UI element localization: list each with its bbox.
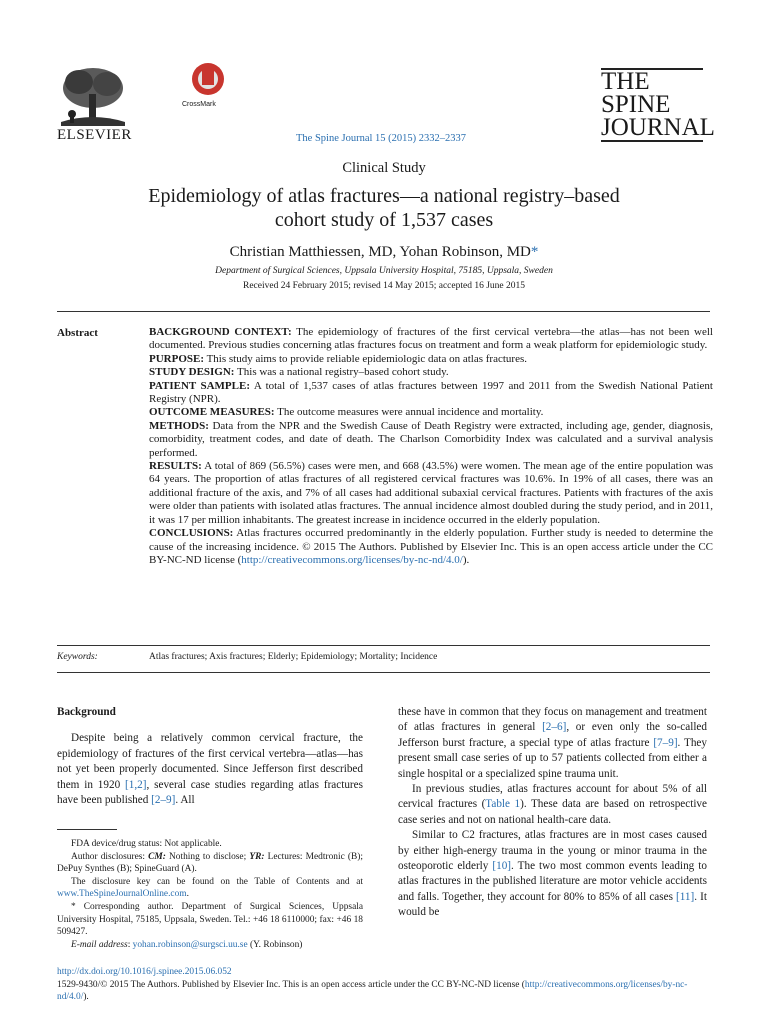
footnote — [57, 851, 363, 876]
abstract-text: A total of 869 (56.5%) cases were men, and 668 (43.5%) were women. The mean age of the entire population was 64 years. The proportion of atlas fractures of all registered cervical fractures was 10.6%. In 19% of all cases, there was an additional fracture of the axis, and 7% of all cases had additional subaxial cervical fractures. Patients with fractures of the axis were older than patients with isolated atlas fractures. The annual incidence almost doubled during the study period, and in 2011, it was 17 per million inhabitants. The greatest increase in incidence occurred in the elderly population. — [149, 460, 713, 526]
body-text: ). These data are based on retrospective case series and not on national health-care data. — [398, 798, 707, 826]
abstract-label: Abstract — [57, 327, 98, 339]
abstract-paragraph — [149, 406, 713, 419]
journal-logo — [601, 70, 715, 139]
abstract-section-label: PATIENT SAMPLE: — [149, 379, 250, 392]
keywords-label: Keywords: — [57, 652, 98, 662]
body-text: . The two most common events leading to atlas fractures in the published literature are motor vehicle accidents and falls. Together, they account for 80% to 85% of all cases — [398, 860, 707, 903]
abstract-section-label: PURPOSE: — [149, 352, 204, 365]
table-link[interactable]: Table 1 — [485, 798, 521, 811]
footnote — [57, 939, 363, 952]
reference-link[interactable]: [2–6] — [542, 721, 567, 734]
reference-link[interactable]: [10] — [492, 860, 512, 873]
divider — [57, 672, 710, 673]
footnote-text: The disclosure key can be found on the Table of Contents and at — [71, 876, 363, 887]
footnote-text: . — [186, 889, 189, 900]
body-text: . They present small case series of up to 57 patients collected from either a single hospital or a specialized spine trauma unit. — [398, 736, 707, 780]
reference-link[interactable]: [2–9] — [151, 794, 176, 807]
received-dates: Received 24 February 2015; revised 14 May 2015; accepted 16 June 2015 — [242, 281, 526, 291]
footnote-text: : — [127, 939, 133, 950]
corresponding-author-mark[interactable]: * — [530, 244, 539, 260]
body-text: these have in common that they focus on management and treatment of atlas fractures in general — [398, 706, 707, 734]
abstract-paragraph — [149, 326, 713, 353]
footnote-text: Lectures: Medtronic (B); DePuy Synthes (B); SpineGuard (A). — [57, 851, 363, 875]
license-link[interactable]: http://creativecommons.org/licenses/by-nc-nd/4.0/ — [241, 553, 463, 566]
publisher-name: ELSEVIER — [57, 127, 132, 143]
abstract-text: The outcome measures were annual incidence and mortality. — [277, 406, 544, 419]
abstract-paragraph — [149, 380, 713, 407]
section-type: Clinical Study — [342, 160, 426, 176]
footnote-label: YR: — [249, 851, 265, 862]
abstract-paragraph — [149, 527, 713, 567]
affiliation: Department of Surgical Sciences, Uppsala University Hospital, 75185, Uppsala, Sweden — [215, 266, 553, 276]
email-link[interactable]: yohan.robinson@surgsci.uu.se — [132, 939, 248, 950]
body-paragraph — [398, 828, 707, 920]
body-right-column — [398, 705, 707, 921]
footnotes — [57, 838, 363, 951]
abstract-paragraph — [149, 420, 713, 460]
abstract-text: The epidemiology of fractures of the first cervical vertebra—the atlas—has not been well documented. Previous studies concerning atlas fractures focus on treatment and form a weak platform for epidemiologic study. — [149, 326, 713, 352]
abstract-paragraph — [149, 460, 713, 527]
footnote-divider — [57, 829, 117, 830]
reference-link[interactable]: [7–9] — [653, 736, 678, 749]
keywords-list: Atlas fractures; Axis fractures; Elderly; Epidemiology; Mortality; Incidence — [149, 652, 438, 662]
footnote-label: E-mail address — [71, 939, 128, 950]
doi-link[interactable]: http://dx.doi.org/10.1016/j.spinee.2015.06.052 — [57, 967, 232, 977]
reference-link[interactable]: [1,2] — [125, 778, 147, 791]
abstract-section-label: OUTCOME MEASURES: — [149, 406, 275, 419]
abstract-text: Data from the NPR and the Swedish Cause of Death Registry were extracted, including age, gender, diagnosis, comorbidity, treatment codes, and date of death. The Charlson Comorbidity Index was calculated and a survival analysis performed. — [149, 419, 713, 459]
title-line: cohort study of 1,537 cases — [274, 209, 494, 231]
section-heading: Background — [57, 706, 116, 718]
abstract-text: A total of 1,537 cases of atlas fractures between 1997 and 2011 from the Swedish National Patient Registry (NPR). — [149, 379, 713, 406]
journal-logo-line: THE — [601, 68, 650, 95]
body-text: , several case studies regarding atlas fractures have been published — [57, 778, 363, 807]
abstract-section-label: STUDY DESIGN: — [149, 366, 235, 379]
abstract-paragraph — [149, 353, 713, 366]
elsevier-tree-logo — [57, 62, 129, 132]
abstract-section-label: BACKGROUND CONTEXT: — [149, 326, 292, 338]
body-paragraph — [57, 731, 363, 808]
abstract-text: ). — [462, 553, 470, 566]
abstract-text: Atlas fractures occurred predominantly in the elderly population. Further study is needed to determine the cause of the increasing incidence. © 2015 The Authors. Published by Elsevier Inc. This is an open access article under the CC BY-NC-ND license ( — [149, 527, 713, 566]
authors — [0, 244, 768, 261]
body-text: Similar to C2 fractures, atlas fractures are in most cases caused by either high-energy trauma in the young or minor trauma in the osteoporotic elderly — [398, 829, 707, 873]
copyright-text: 1529-9430/© 2015 The Authors. Published by Elsevier Inc. This is an open access article under the CC BY-NC-ND license ( — [57, 979, 525, 990]
title-line: Epidemiology of atlas fractures—a national registry–based — [148, 185, 620, 207]
author-names: Christian Matthiessen, MD, Yohan Robinson, MD — [229, 244, 531, 260]
journal-logo-line: SPINE — [601, 91, 671, 118]
footnote-text: (Y. Robinson) — [247, 939, 303, 950]
license-link[interactable]: http://creativecommons.org/licenses/by-nc-nd/4.0/ — [57, 979, 688, 1003]
abstract-section-label: METHODS: — [149, 419, 209, 432]
journal-logo-line: JOURNAL — [601, 114, 715, 141]
body-paragraph — [398, 782, 707, 828]
footnote-text: Author disclosures: — [71, 851, 149, 862]
body-left-column — [57, 705, 363, 808]
copyright-text: ). — [83, 992, 89, 1003]
abstract-section-label: CONCLUSIONS: — [149, 527, 234, 540]
body-text: Despite being a relatively common cervical fracture, the epidemiology of fractures of the first cervical vertebra—atlas—has not yet been properly documented. Since Jefferson first described them in 1920 — [57, 732, 363, 791]
crossmark-label: CrossMark — [182, 101, 216, 108]
divider — [57, 311, 710, 312]
footnote: FDA device/drug status: Not applicable. — [71, 839, 222, 849]
abstract-paragraph — [149, 366, 713, 379]
page-footer — [57, 966, 710, 1004]
footnote — [57, 876, 363, 901]
journal-citation[interactable]: The Spine Journal 15 (2015) 2332–2337 — [296, 133, 467, 144]
copyright-line — [57, 979, 710, 1004]
footnote-label: CM: — [148, 851, 166, 862]
reference-link[interactable]: [11] — [676, 890, 695, 903]
body-text: In previous studies, atlas fractures account for about 5% of all cervical fractures ( — [398, 783, 707, 811]
divider — [57, 645, 710, 646]
journal-website-link[interactable]: www.TheSpineJournalOnline.com — [57, 889, 187, 900]
body-text: . All — [175, 794, 195, 807]
abstract-body — [149, 326, 713, 567]
abstract-text: This study aims to provide reliable epidemiologic data on atlas fractures. — [206, 352, 527, 365]
body-text: . It would be — [398, 890, 707, 919]
body-text: , or even only the so-called Jefferson burst fracture, a special type of atlas fracture — [398, 721, 707, 749]
article-title — [60, 184, 708, 232]
footnote: * Corresponding author. Department of Surgical Sciences, Uppsala University Hospital, 75185, Uppsala, Sweden. Tel.: +46 18 6110000; fax: +46 18 509427. — [57, 901, 363, 938]
abstract-section-label: RESULTS: — [149, 460, 202, 473]
footnote-text: Nothing to disclose; — [165, 851, 250, 862]
body-paragraph — [398, 705, 707, 782]
abstract-text: This was a national registry–based cohort study. — [237, 366, 449, 379]
